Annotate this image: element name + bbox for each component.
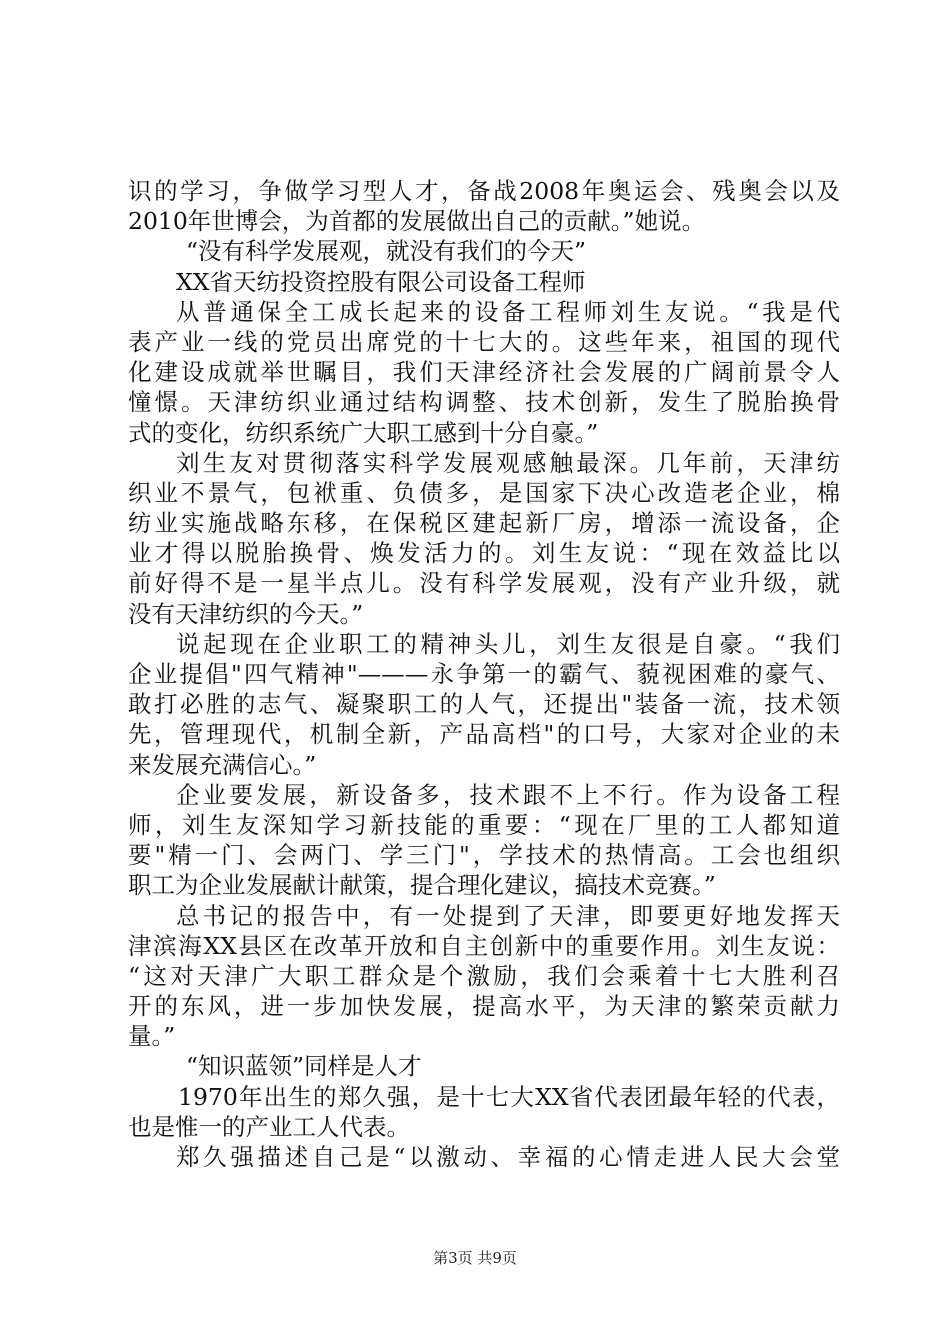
text-line: 业才得以脱胎换骨、焕发活力的。刘生友说：“现在效益比以 <box>128 539 840 568</box>
text-line: 从普通保全工成长起来的设备工程师刘生友说。“我是代 <box>176 297 840 326</box>
page-footer <box>0 1248 950 1268</box>
text-line: 表产业一线的党员出席党的十七大的。这些年来，祖国的现代 <box>128 327 840 356</box>
section-heading: “知识蓝领”同样是人才 <box>186 1052 422 1081</box>
text-line: “这对天津广大职工群众是个激励，我们会乘着十七大胜利召 <box>128 961 840 990</box>
text-line: 师，刘生友深知学习新技能的重要：“现在厂里的工人都知道 <box>128 810 840 839</box>
page-number: 第3页 共9页 <box>433 1249 517 1267</box>
section-heading: “没有科学发展观，就没有我们的今天” <box>186 237 587 266</box>
text-line: 量。” <box>128 1022 176 1051</box>
text-line: 说起现在企业职工的精神头儿，刘生友很是自豪。“我们 <box>176 629 840 658</box>
text-line: 纺业实施战略东移，在保税区建起新厂房，增添一流设备，企 <box>128 509 840 538</box>
text-line: 企业要发展，新设备多，技术跟不上不行。作为设备工程 <box>176 780 840 809</box>
text-line: 郑久强描述自己是“以激动、幸福的心情走进人民大会堂 <box>176 1143 840 1171</box>
text-line: 1970年出生的郑久强，是十七大XX省代表团最年轻的代表， <box>178 1082 840 1111</box>
text-line: 式的变化，纺织系统广大职工感到十分自豪。” <box>128 418 599 447</box>
text-line: 憧憬。天津纺织业通过结构调整、技术创新，发生了脱胎换骨 <box>128 388 840 417</box>
text-line: 职工为企业发展献计献策，提合理化建议，搞技术竞赛。” <box>128 871 716 900</box>
text-line: 识的学习，争做学习型人才，备战2008年奥运会、残奥会以及 <box>128 177 840 205</box>
text-line: 津滨海XX县区在改革开放和自主创新中的重要作用。刘生友说： <box>128 931 840 960</box>
text-line: 企业提倡"四气精神"———永争第一的霸气、藐视困难的豪气、 <box>128 660 840 688</box>
text-line: 刘生友对贯彻落实科学发展观感触最深。几年前，天津纺 <box>176 448 840 477</box>
text-line: 也是惟一的产业工人代表。 <box>128 1112 410 1141</box>
text-line: 敢打必胜的志气、凝聚职工的人气，还提出"装备一流，技术领 <box>128 690 840 719</box>
text-line: 来发展充满信心。” <box>128 750 317 779</box>
text-line: 织业不景气，包袱重、负债多，是国家下决心改造老企业，棉 <box>128 478 840 507</box>
organization-line: XX省天纺投资控股有限公司设备工程师 <box>176 267 586 296</box>
text-line: 总书记的报告中，有一处提到了天津，即要更好地发挥天 <box>176 901 840 930</box>
text-line: 先，管理现代，机制全新，产品高档"的口号，大家对企业的未 <box>128 720 840 749</box>
text-line: 前好得不是一星半点儿。没有科学发展观，没有产业升级，就 <box>128 569 840 598</box>
text-line: 要"精一门、会两门、学三门"，学技术的热情高。工会也组织 <box>128 841 840 870</box>
text-line: 2010年世博会，为首都的发展做出自己的贡献。”她说。 <box>128 207 706 236</box>
text-line: 化建设成就举世瞩目，我们天津经济社会发展的广阔前景令人 <box>128 358 840 387</box>
document-body <box>128 176 840 1172</box>
text-line: 没有天津纺织的今天。” <box>128 599 364 628</box>
text-line: 开的东风，进一步加快发展，提高水平，为天津的繁荣贡献力 <box>128 992 840 1021</box>
